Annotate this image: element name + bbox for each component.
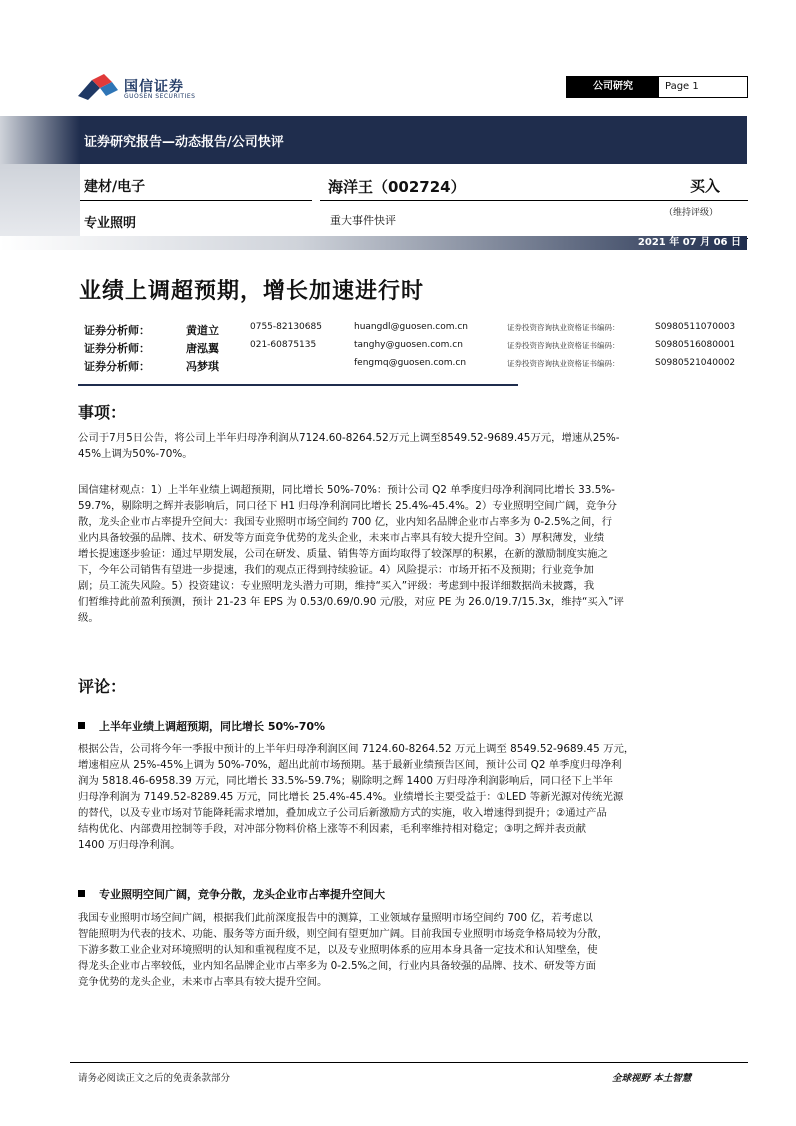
report-type-box xyxy=(566,76,748,98)
event-line: 公司于7月5日公告，将公司上半年归母净利润从7124.60-8264.52万元上调至8549.52-9689.45万元，增速从25%- xyxy=(78,432,620,444)
analyst-divider xyxy=(78,384,518,386)
banner-title: 证券研究报告—动态报告/公司快评 xyxy=(84,135,284,150)
bullet1-line: 增速相应从 25%-45%上调为 50%-70%，超出此前市场预期。基于最新业绩预告区间，预计公司 Q2 单季度归母净利 xyxy=(78,759,622,771)
analyst-row xyxy=(84,340,744,358)
view-line: 级。 xyxy=(78,612,99,624)
rating-note: （维持评级） xyxy=(664,208,719,218)
event-type: 重大事件快评 xyxy=(330,214,396,227)
bullet1-line: 结构优化、内部费用控制等手段，对冲部分物料价格上涨等不利因素，毛利率维持相对稳定；③明之辉并表贡献 xyxy=(78,823,587,835)
analyst-cert-label: 证券投资咨询执业资格证书编码： xyxy=(507,359,620,368)
bullet1-line: 1400 万归母净利润。 xyxy=(78,839,181,851)
bullet1-line: 润为 5818.46-6958.39 万元，同比增长 33.5%-59.7%；剔除明之辉 1400 万归母净利润影响后，同口径下上半年 xyxy=(78,775,613,787)
bullet1-line: 根据公告，公司将今年一季报中预计的上半年归母净利润区间 7124.60-8264.52 万元上调至 8549.52-9689.45 万元， xyxy=(78,743,635,755)
view-line: 剧；员工流失风险。5）投资建议：专业照明龙头潜力可期，维持“买入”评级：考虑到中报详细数据尚未披露，我 xyxy=(78,580,595,592)
bullet-title: 上半年业绩上调超预期，同比增长 50%-70% xyxy=(99,720,326,733)
view-line: 国信建材观点：1）上半年业绩上调超预期，同比增长 50%-70%：预计公司 Q2 单季度归母净利润同比增长 33.5%- xyxy=(78,484,615,496)
brand-logo xyxy=(78,74,218,102)
page-number: Page 1 xyxy=(665,81,699,92)
analyst-cert-label: 证券投资咨询执业资格证书编码： xyxy=(507,341,620,350)
left-grey-strip xyxy=(0,164,80,240)
view-paragraph xyxy=(78,482,744,626)
bullet1-line: 归母净利润为 7149.52-8289.45 万元，同比增长 25.4%-45.4%。业绩增长主要受益于：①LED 等新光源对传统光源 xyxy=(78,791,624,803)
sub-industry-label: 专业照明 xyxy=(84,216,137,231)
headline: 业绩上调超预期，增长加速进行时 xyxy=(79,279,425,304)
view-line: 散，龙头企业市占率提升空间大：我国专业照明市场空间约 700 亿，业内知名品牌企业市占率多为 0-2.5%之间，行 xyxy=(78,516,613,528)
bullet2-line: 我国专业照明市场空间广阔，根据我们此前深度报告中的测算，工业领域存量照明市场空间约 700 亿，若考虑以 xyxy=(78,912,593,924)
banner-fade xyxy=(0,116,80,164)
analyst-row xyxy=(84,322,744,340)
bullet2-paragraph xyxy=(78,910,744,990)
view-line: 业内具备较强的品牌、技术、研发等方面竞争优势的龙头企业，未来市占率具有较大提升空间。3）厚积薄发，业绩 xyxy=(78,532,605,544)
view-line: 增长提速逐步验证：通过早期发展，公司在研发、质量、销售等方面均取得了较深厚的积累，在新的激励制度实施之 xyxy=(78,548,608,560)
analyst-name: 唐泓翼 xyxy=(186,342,219,355)
event-line: 45%上调为50%-70%。 xyxy=(78,448,193,460)
analyst-name: 黄道立 xyxy=(186,324,219,337)
bullet-heading-2 xyxy=(78,886,385,902)
company-name: 海洋王（002724） xyxy=(328,178,466,196)
analyst-email[interactable]: fengmq@guosen.com.cn xyxy=(354,358,467,368)
bullet-square-icon xyxy=(78,890,85,897)
brand-name-en: GUOSEN SECURITIES xyxy=(124,93,196,100)
analyst-name: 冯梦琪 xyxy=(186,360,219,373)
bullet2-line: 得龙头企业市占率较低，业内知名品牌企业市占率多为 0-2.5%之间，行业内具备较强的品牌、技术、研发等方面 xyxy=(78,960,597,972)
analyst-cert-no: S0980521040002 xyxy=(655,358,736,368)
footer-disclaimer: 请务必阅读正文之后的免责条款部分 xyxy=(78,1073,231,1084)
report-date: 2021 年 07 月 06 日 xyxy=(637,237,741,248)
analyst-row xyxy=(84,358,744,376)
analyst-phone: 0755-82130685 xyxy=(250,322,322,332)
analyst-phone: 021-60875135 xyxy=(250,340,317,350)
bullet2-line: 竞争优势的龙头企业，未来市占率具有较大提升空间。 xyxy=(78,976,328,988)
brand-logo-icon xyxy=(78,74,118,102)
report-type-label: 公司研究 xyxy=(567,77,659,97)
analyst-cert-no: S0980516080001 xyxy=(655,340,736,350)
rating: 买入 xyxy=(690,177,721,195)
brand-name: 国信证券 xyxy=(124,79,184,95)
analyst-cert-no: S0980511070003 xyxy=(655,322,736,332)
analyst-cert-label: 证券投资咨询执业资格证书编码： xyxy=(507,323,620,332)
bullet2-line: 智能照明为代表的技术、功能、服务等方面升级，则空间有望更加广阔。目前我国专业照明市场竞争格局较为分散， xyxy=(78,928,608,940)
footer-slogan: 全球视野 本土智慧 xyxy=(612,1073,692,1084)
bullet-heading-1 xyxy=(78,718,325,734)
section-title-event: 事项： xyxy=(78,403,127,422)
analyst-email[interactable]: huangdl@guosen.com.cn xyxy=(354,322,469,332)
event-paragraph xyxy=(78,430,744,462)
analyst-role: 证券分析师： xyxy=(84,360,150,373)
analyst-role: 证券分析师： xyxy=(84,324,150,337)
view-line: 下，今年公司销售有望进一步提速，我们的观点正得到持续验证。4）风险提示：市场开拓不及预期；行业竞争加 xyxy=(78,564,594,576)
analyst-role: 证券分析师： xyxy=(84,342,150,355)
date-bar xyxy=(0,236,747,250)
view-line: 59.7%，剔除明之辉并表影响后，同口径下 H1 归母净利润同比增长 25.4%-45.4%。2）专业照明空间广阔，竞争分 xyxy=(78,500,617,512)
bullet1-line: 的替代，以及专业市场对节能降耗需求增加，叠加成立子公司后新激励方式的实施，收入增速得到提升；②通过产品 xyxy=(78,807,607,819)
analyst-email[interactable]: tanghy@guosen.com.cn xyxy=(354,340,463,350)
bullet-square-icon xyxy=(78,722,85,729)
bullet1-paragraph xyxy=(78,741,744,853)
view-line: 们暂维持此前盈利预测，预计 21-23 年 EPS 为 0.53/0.69/0.90 元/股，对应 PE 为 26.0/19.7/15.3x，维持“买入”评 xyxy=(78,596,624,608)
footer-divider xyxy=(70,1062,748,1063)
report-banner xyxy=(0,116,747,164)
bullet2-line: 下游多数工业企业对环境照明的认知和重视程度不足，以及专业照明体系的应用本身具备一定技术和认知壁垒，使 xyxy=(78,944,598,956)
industry-label: 建材/电子 xyxy=(84,179,146,195)
section-title-comment: 评论： xyxy=(78,677,127,696)
bullet-title: 专业照明空间广阔，竞争分散，龙头企业市占率提升空间大 xyxy=(99,888,385,901)
